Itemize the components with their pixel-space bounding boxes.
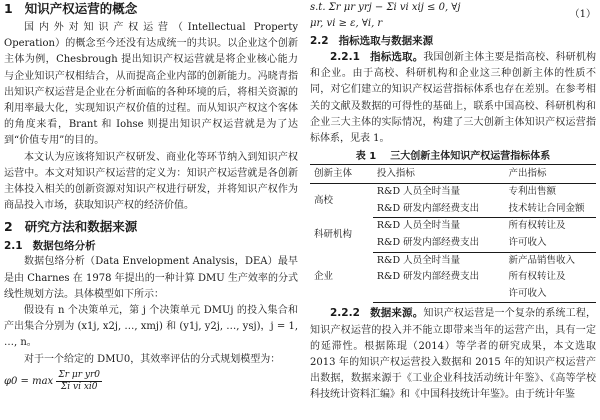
indicator-table bbox=[310, 164, 596, 303]
table-row: R&D 研发内部经费支出 所有权转让及 bbox=[376, 271, 566, 283]
paragraph-ip-concept: 国内外对知识产权运营（Intellectual Property Operation）的概念至今还没有达成统一的共识。以企业这个创新主体为例，Chesbrough 提出知识产权运营就是将企业核心能力与企业知识产权相结合，从而提高企业内部的创新能力。冯晓青指出知识产权运营是企业在分析面临的各种环境的后，将相关资源的利用率最大化，实现知识产权价值的过程。而从知识产权这个客体的角度来看，Brant 和 Iohse 则提出知识产权运营就是为了达到“价值专用”的目的。 bbox=[4, 22, 298, 147]
objective-fraction: $\frac{\text{Σr μr yr0}}{\text{Σi vi xi0}}$ bbox=[58, 369, 101, 392]
paragraph-dmu-assumption: 假设有 n 个决策单元，第 j 个决策单元 DMUj 的投入集合和产出集合分别为 (x1j, x2j, …, xmj) 和 (y1j, y2j, …, ysj)，j = 1, …, n。 bbox=[4, 305, 298, 349]
subsection-heading-2-1: 2.1 数据包络分析 bbox=[4, 240, 96, 253]
paragraph-dmu-model: 对于一个给定的 DMU0，其效率评估的分式规划模型为： bbox=[24, 353, 281, 365]
table-row: 许可收入 bbox=[310, 286, 596, 303]
paragraph-indicator-selection: 2.2.1 指标选取。我国创新主体主要是指高校、科研机构和企业。由于高校、科研机构和企业这三种创新主体的性质不同，对它们建立的知识产权运营指标体系也存在差别。在参考相关的文献及数据的可得性的基础上，联系中国高校、科研机构和企业三大主体的实际情况，构建了三大创新主体知识产权运营指标体系，见表 1。 bbox=[310, 51, 597, 145]
right-column bbox=[310, 0, 596, 404]
paragraph-ip-definition: 本文认为应该将知识产权研发、商业化等环节纳入到知识产权运营中。本文对知识产权运营的定义为：知识产权运营就是各创新主体投入相关的创新资源对知识产权进行研发，并将知识产权作为商品投入市场，获取知识产权的经济价值。 bbox=[4, 151, 298, 212]
paragraph-data-source: 2.2.2 数据来源。知识产权运营是一个复杂的系统工程，知识产权运营的投入并不能立即带来当年的运营产出，具有一定的延滞性。根据陈琨（2014）等学者的研究成果，本文选取 2013 年的知识产权运营投入数据和 2015 年的知识产权运营产出数据，数据来源于《工业企业科技活动统计年鉴》、《高等学校科技统计资料汇编》和《中国科技统计年鉴》。由于统计年鉴 bbox=[310, 307, 597, 401]
table-row: 企业 R&D 人员全时当量 新产品销售收入 bbox=[314, 254, 575, 283]
table-row: 高校 R&D 人员全时当量 专利出售额 bbox=[314, 186, 556, 206]
left-column bbox=[4, 0, 298, 393]
paragraph-dea-intro: 数据包络分析（Data Envelopment Analysis，DEA）最早是由 Charnes 在 1978 年提出的一种计算 DMU 生产效率的分式线性规划方法。具体模型如下所示： bbox=[4, 256, 298, 300]
equation-number: （1） bbox=[569, 9, 596, 20]
section-heading-2: 2 研究方法和数据来源 bbox=[4, 219, 138, 235]
table-row: R&D 研发内部经费支出 技术转让合同金额 bbox=[310, 201, 596, 218]
table-row: 科研机构 R&D 人员全时当量 所有权转让及 bbox=[314, 220, 566, 240]
objective-formula: φ0 = max $\frac{\text{Σr μr yr0}}{\text{Σi vi xi0}}$ bbox=[4, 369, 101, 392]
table-caption: 表 1 三大创新主体知识产权运营指标体系 bbox=[355, 151, 551, 163]
table-header-row: 创新主体 投入指标 产出指标 bbox=[310, 165, 596, 184]
section-heading-1: 1 知识产权运营的概念 bbox=[4, 1, 138, 16]
table-row: R&D 研发内部经费支出 许可收入 bbox=[310, 235, 596, 252]
subsection-heading-2-2: 2.2 指标选取与数据来源 bbox=[310, 35, 434, 47]
constraint-formula: s.t. Σr μr yrj − Σi vi xij ≤ 0, ∀j μr, vi ≥ ε, ∀i, r （1） bbox=[310, 2, 596, 29]
